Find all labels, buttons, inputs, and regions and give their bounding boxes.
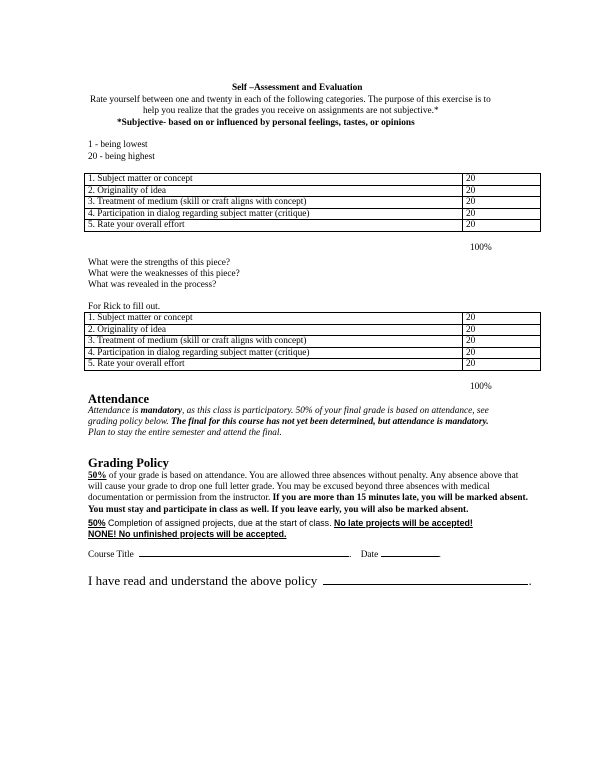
score-field[interactable]: 20 — [463, 185, 541, 197]
acknowledgement-row: I have read and understand the above policy . — [88, 573, 532, 588]
category-label: 2. Originality of idea — [85, 185, 463, 197]
document-title: Self –Assessment and Evaluation — [232, 83, 363, 93]
table-row — [85, 208, 541, 220]
table-row — [85, 313, 541, 325]
score-field[interactable]: 20 — [463, 324, 541, 336]
question-strengths: What were the strengths of this piece? — [88, 258, 230, 268]
table-row — [85, 336, 541, 348]
category-label: 4. Participation in dialog regarding subject matter (critique) — [85, 208, 463, 220]
table-row — [85, 220, 541, 232]
table-row — [85, 185, 541, 197]
grading-line-6: NONE! No unfinished projects will be accepted. — [88, 529, 287, 539]
category-label: 5. Rate your overall effort — [85, 220, 463, 232]
acknowledgement-text: I have read and understand the above policy — [88, 573, 318, 588]
intro-line-1: Rate yourself between one and twenty in each of the following categories. The purpose of this exercise is to — [90, 95, 491, 105]
grading-line-3: documentation or permission from the instructor. If you are more than 15 minutes late, you will be marked absent. — [88, 493, 528, 503]
table-row — [85, 174, 541, 186]
table-row — [85, 324, 541, 336]
table-row — [85, 197, 541, 209]
score-field[interactable]: 20 — [463, 347, 541, 359]
attendance-line-3: Plan to stay the entire semester and attend the final. — [88, 428, 282, 438]
category-label: 4. Participation in dialog regarding subject matter (critique) — [85, 347, 463, 359]
scale-lowest: 1 - being lowest — [88, 140, 148, 150]
course-date-row: Course Title . Date . — [88, 550, 441, 560]
grading-line-2: will cause your grade to drop one full letter grade. You may be excused beyond three absences with medical — [88, 482, 490, 492]
self-rating-table — [84, 173, 541, 232]
grading-heading: Grading Policy — [88, 456, 169, 470]
score-field[interactable]: 20 — [463, 313, 541, 325]
signature-input[interactable] — [323, 584, 528, 585]
score-field[interactable]: 20 — [463, 174, 541, 186]
grading-line-4: You must stay and participate in class as well. If you leave early, you will also be marked absent. — [88, 505, 469, 515]
score-field[interactable]: 20 — [463, 208, 541, 220]
score-field[interactable]: 20 — [463, 359, 541, 371]
table-row — [85, 347, 541, 359]
category-label: 3. Treatment of medium (skill or craft aligns with concept) — [85, 336, 463, 348]
intro-line-2: help you realize that the grades you receive on assignments are not subjective.* — [143, 106, 439, 116]
instructor-section-label: For Rick to fill out. — [88, 302, 161, 312]
attendance-line-1: Attendance is mandatory, as this class is participatory. 50% of your final grade is based on attendance, see — [88, 406, 489, 416]
score-field[interactable]: 20 — [463, 336, 541, 348]
attendance-line-2: grading policy below. The final for this course has not yet been determined, but attendance is mandatory. — [88, 417, 489, 427]
category-label: 1. Subject matter or concept — [85, 313, 463, 325]
table-row — [85, 359, 541, 371]
category-label: 1. Subject matter or concept — [85, 174, 463, 186]
instructor-total: 100% — [470, 382, 492, 392]
course-title-input[interactable] — [139, 556, 349, 557]
score-field[interactable]: 20 — [463, 197, 541, 209]
grading-line-1: 50% of your grade is based on attendance. You are allowed three absences without penalty. Any absence above that — [88, 471, 519, 481]
self-total: 100% — [470, 243, 492, 253]
question-revealed: What was revealed in the process? — [88, 280, 217, 290]
scale-highest: 20 - being highest — [88, 152, 155, 162]
category-label: 5. Rate your overall effort — [85, 359, 463, 371]
grading-line-5: 50% Completion of assigned projects, due at the start of class. No late projects will be accepted! — [88, 518, 473, 528]
score-field[interactable]: 20 — [463, 220, 541, 232]
subjective-definition: *Subjective- based on or influenced by personal feelings, tastes, or opinions — [117, 118, 415, 128]
date-label: Date — [360, 550, 379, 560]
category-label: 3. Treatment of medium (skill or craft aligns with concept) — [85, 197, 463, 209]
instructor-rating-table — [84, 312, 541, 371]
date-input[interactable] — [381, 556, 439, 557]
attendance-heading: Attendance — [88, 392, 150, 406]
category-label: 2. Originality of idea — [85, 324, 463, 336]
course-title-label: Course Title — [88, 550, 134, 560]
question-weaknesses: What were the weaknesses of this piece? — [88, 269, 240, 279]
